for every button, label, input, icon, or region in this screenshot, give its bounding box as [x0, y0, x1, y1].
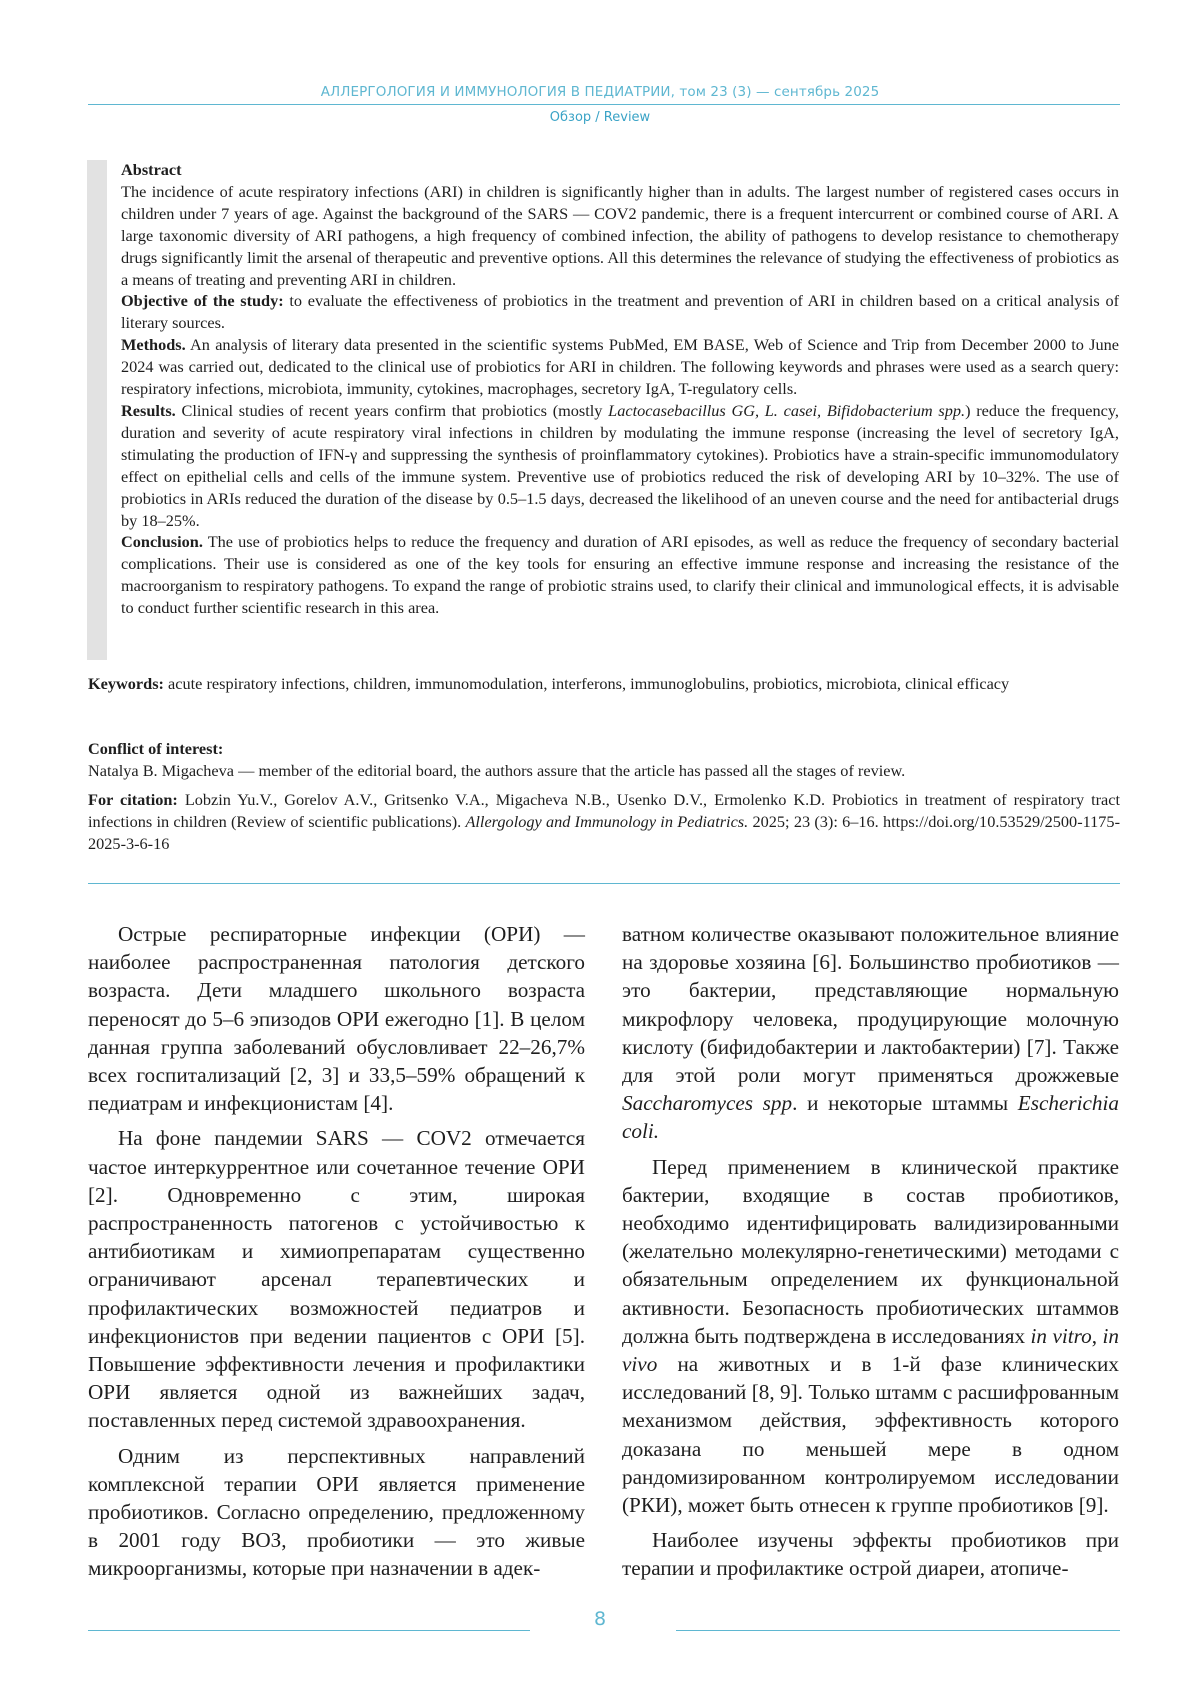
body-paragraph: Перед применением в клинической практике бактерии, входящие в состав пробиотиков, необходимо идентифицировать валидизированными (желательно молекулярно-генетическими) методами с обязательным определением их функциональной активности. Безопасность пробиотических штаммов должна быть подтверждена в исследованиях in vitro, in vivo на животных и в 1-й фазе клинических исследований [8, 9]. Только штамм с расшифрованным механизмом действия, эффективность которого доказана по меньшей мере в одном рандомизированном контролируемом исследовании (РКИ), может быть отнесен к группе пробиотиков [9]. — [622, 1154, 1119, 1518]
body-paragraph: Наиболее изучены эффекты пробиотиков при терапии и профилактике острой диареи, атопиче- — [622, 1528, 1119, 1581]
page-number: 8 — [593, 1608, 607, 1630]
species-names: Lactocasebacillus GG, L. casei, Bifidobacterium spp. — [608, 400, 966, 420]
keywords: Keywords: acute respiratory infections, children, immunomodulation, interferons, immunoglobulins, probiotics, microbiota, clinical efficacy — [88, 674, 1010, 693]
body-column-left — [88, 920, 585, 1590]
abstract-methods: Methods. An analysis of literary data presented in the scientific systems PubMed, EM BASE, Web of Science and Trip from December 2000 to June 2024 was carried out, dedicated to the clinical use of probiotics for ARI in children. The following keywords and phrases were used as a search query: respiratory infections, microbiota, immunity, cytokines, macrophages, secretory IgA, T-regulatory cells. — [121, 335, 1120, 399]
body-paragraph: Одним из перспективных направлений комплексной терапии ОРИ является применение пробиотиков. Согласно определению, предложенному в 2001 году ВОЗ, пробиотики — это живые микроорганизмы, которые при назначении в адек- — [88, 1443, 585, 1581]
header-rule — [88, 104, 1120, 105]
abstract-objective: Objective of the study: to evaluate the effectiveness of probiotics in the treatment and prevention of ARI in children based on a critical analysis of literary sources. — [121, 291, 1120, 333]
body-paragraph: На фоне пандемии SARS — COV2 отмечается частое интеркуррентное или сочетанное течение ОРИ [2]. Одновременно с этим, широкая распространенность патогенов с устойчивостью к антибиотикам и химиопрепаратам существенно ограничивают арсенал терапевтических и профилактических возможностей педиатров и инфекционистов при ведении пациентов с ОРИ [5]. Повышение эффективности лечения и профилактики ОРИ является одной из важнейших задач, поставленных перед системой здравоохранения. — [88, 1126, 585, 1433]
conflict-of-interest: Conflict of interest: Natalya B. Migacheva — member of the editorial board, the authors assure that the article has passed all the stages of review. — [88, 739, 906, 780]
abstract-conclusion: Conclusion. The use of probiotics helps to reduce the frequency and duration of ARI episodes, as well as reduce the frequency of secondary bacterial complications. Their use is considered as one of the key tools for ensuring an effective immune response and increasing the resistance of the macroorganism to respiratory pathogens. To expand the range of probiotic strains used, to clarify their clinical and immunological effects, it is advisable to conduct further scientific research in this area. — [121, 532, 1119, 618]
body-paragraph: Острые респираторные инфекции (ОРИ) — наиболее распространенная патология детского возраста. Дети младшего школьного возраста переносят до 5–6 эпизодов ОРИ ежегодно [1]. В целом данная группа заболеваний обусловливает 22–26,7% всех госпитализаций [2, 3] и 33,5–59% обращений к педиатрам и инфекционистам [4]. — [88, 922, 585, 1116]
abstract-block — [121, 159, 1119, 619]
journal-header: АЛЛЕРГОЛОГИЯ И ИММУНОЛОГИЯ В ПЕДИАТРИИ, том 23 (3) — сентябрь 2025 — [320, 84, 880, 100]
citation: For citation: Lobzin Yu.V., Gorelov A.V., Gritsenko V.A., Migacheva N.B., Usenko D.V., Ermolenko K.D. Probiotics in treatment of respiratory tract infections in children (Review of scientific publications). Allergology and Immunology in Pediatrics. 2025; 23 (3): 6–16. https://doi.org/10.53529/2500-1175-2025-3-6-16 — [88, 790, 1120, 853]
abstract-results: Results. Clinical studies of recent years confirm that probiotics (mostly Lactocasebacillus GG, L. casei, Bifidobacterium spp.) reduce the frequency, duration and severity of acute respiratory viral infections in children by modulating the immune response (increasing the level of secretory IgA, stimulating the production of IFN-γ and suppressing the synthesis of proinflammatory cytokines). Probiotics have a strain-specific immunomodulatory effect on epithelial cells and cells of the immune system. Preventive use of probiotics reduced the risk of developing ARI by 10–32%. The use of probiotics in ARIs reduced the duration of the disease by 0.5–1.5 days, decreased the likelihood of an uneven course and the need for antibacterial drugs by 18–25%. — [121, 400, 1119, 530]
section-divider — [88, 883, 1120, 884]
footer-rule-right — [676, 1630, 1120, 1631]
doi-link[interactable]: 2025; 23 (3): 6–16. https://doi.org/10.53529/2500-1175-2025-3-6-16 — [88, 811, 1120, 853]
abstract-side-bar — [87, 160, 107, 660]
abstract-intro: The incidence of acute respiratory infections (ARI) in children is significantly higher than in adults. The largest number of registered cases occurs in children under 7 years of age. Against the background of the SARS — COV2 pandemic, there is a frequent intercurrent or combined course of ARI. A large taxonomic diversity of ARI pathogens, a high frequency of combined infection, the ability of pathogens to develop resistance to chemotherapy drugs significantly limit the arsenal of therapeutic and preventive options. All this determines the relevance of studying the effectiveness of probiotics as a means of treating and preventing ARI in children. — [121, 181, 1119, 289]
abstract-heading: Abstract — [121, 160, 182, 179]
footer-rule-left — [88, 1630, 530, 1631]
body-paragraph: ватном количестве оказывают положительное влияние на здоровье хозяина [6]. Большинство пробиотиков — это бактерии, представляющие нормальную микрофлору человека, продуцирующие молочную кислоту (бифидобактерии и лактобактерии) [7]. Также для этой роли могут применяться дрожжевые Saccharomyces spp. и некоторые штаммы Escherichia coli. — [622, 922, 1119, 1144]
section-label: Обзор / Review — [549, 110, 651, 125]
body-column-right — [622, 920, 1119, 1590]
